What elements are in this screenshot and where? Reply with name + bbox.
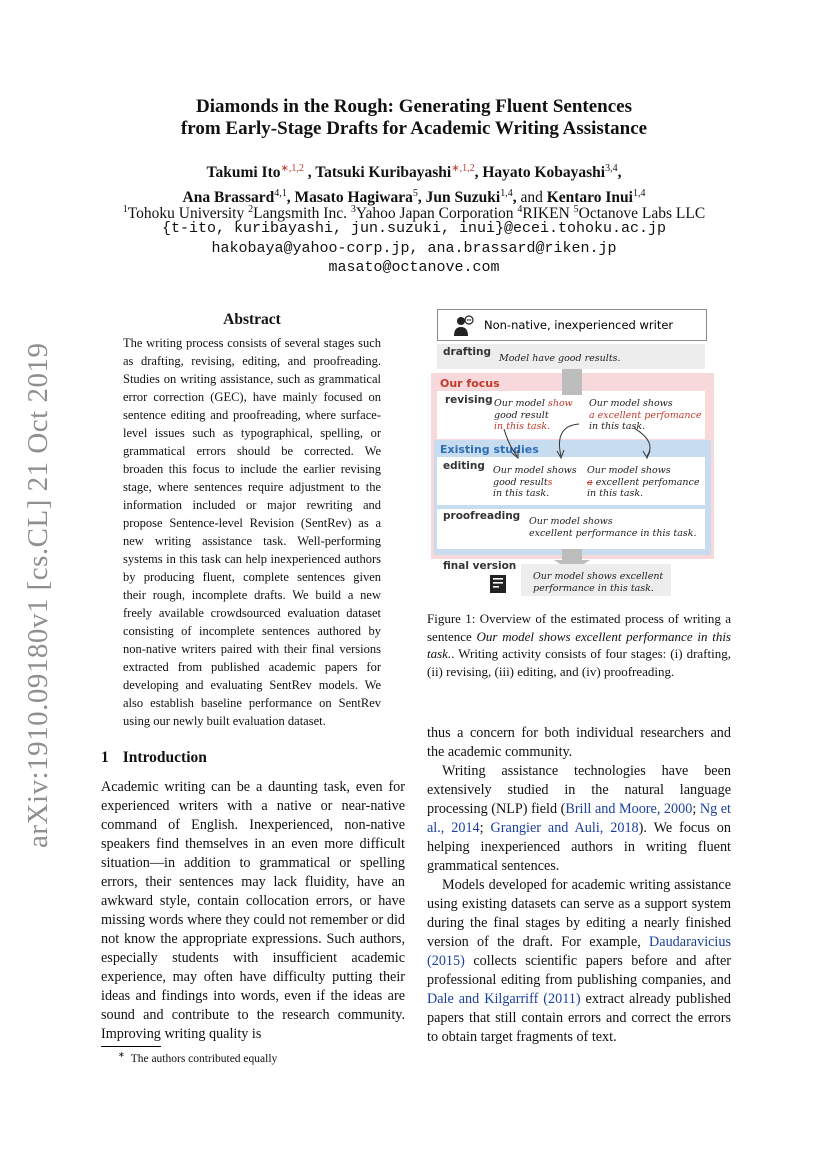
editing-right-text: Our model shows a excellent perfomance in this task. — [587, 465, 700, 499]
affiliation: Langsmith Inc. — [253, 205, 347, 223]
abstract-text: The writing process consists of several stages such as drafting, revising, editing, and proofreading. Studies on writing assistance, such as grammatical error correction (GEC), have mainly focused on sentence editing and proofreading, where surface-level issues such as typographical, spelling, or grammatical errors should be corrected. We broaden this focus to include the earlier revising stage, where sentences require adjustment to the information included or major rewriting and propose Sentence-level Revision (SentRev) as a new writing assistance task. Well-performing systems in this task can help inexperienced authors by producing fluent, complete sentences given their rough, incomplete drafts. We build a new freely available crowdsourced evaluation dataset consisting of incomplete sentences authored by non-native writers paired with their final versions extracted from published academic papers for developing and evaluating SentRev models. We also establish baseline performance on SentRev using our newly built evaluation dataset. — [123, 336, 381, 728]
footnote — [118, 1050, 277, 1065]
title-line-2: from Early-Stage Drafts for Academic Writing Assistance — [180, 118, 648, 139]
paragraph: thus a concern for both individual researchers and the academic community. — [427, 725, 731, 760]
stage-revising: revising — [445, 394, 493, 406]
email-line[interactable]: hakobaya@yahoo-corp.jp, ana.brassard@riken.jp — [211, 239, 617, 257]
author-name: Tatsuki Kuribayashi — [315, 164, 452, 182]
abstract-heading: Abstract — [223, 311, 281, 328]
affiliation: Octanove Labs LLC — [578, 205, 706, 223]
intro-text: Academic writing can be a daunting task, even for experienced writers with a native or near-native command of English. Inexperienced, non-native speakers find themselves in an even more difficult situation—in addition to grammatical or spelling errors, their sentences may lack fluidity, have an awkward style, contain collocation errors, or have missing words where they could not remember or did not know the appropriate expressions. Such authors, especially students with insufficient academic experience, may often have difficulty putting their ideas and findings into words, even if the ideas are sound and contribute to the research community. Improving writing quality is — [101, 779, 405, 1042]
affil-sup: 2 — [248, 204, 254, 215]
author-sup: ∗,1,2 — [451, 163, 475, 174]
affil-sup: 1 — [122, 204, 128, 215]
author-sup: 1,4 — [500, 188, 513, 200]
citation-link[interactable]: Daudaravicius (2015) — [427, 934, 731, 969]
affiliation: Tohoku University — [127, 205, 245, 223]
email-list — [0, 219, 828, 278]
author-name: Jun Suzuki — [425, 189, 501, 207]
affil-sup: 5 — [573, 204, 579, 215]
paper-title — [0, 96, 828, 140]
footnote-rule — [101, 1046, 161, 1047]
author-name: Hayato Kobayashi — [482, 164, 606, 182]
document-icon — [489, 574, 507, 594]
author-sup: 1,4 — [632, 188, 646, 200]
stage-final: final version — [443, 560, 517, 572]
revising-right-text: Our model shows a excellent perfomance in this task. — [589, 398, 702, 432]
footnote-mark: ∗ — [118, 1050, 125, 1059]
author-sup: 4,1 — [274, 188, 287, 200]
section-number: 1 — [101, 749, 109, 766]
draft-sentence: Model have good results. — [499, 353, 621, 364]
caption-italic: Our model shows excellent performance in this task. — [427, 628, 731, 661]
paragraph: Writing assistance technologies have been extensively studied in the natural language processing (NLP) field (Brill and Moore, 2000; Ng et al., 2014; Grangier and Auli, 2018). We focus on helping inexperienced authors in writing fluent grammatical sentences. — [427, 763, 731, 874]
arxiv-stamp-text: arXiv:1910.09180v1 [cs.CL] 21 Oct 2019 — [22, 342, 54, 848]
caption-prefix: Figure 1: Overview of the estimated process of writing a sentence — [427, 611, 731, 644]
affiliation: Yahoo Japan Corporation — [355, 205, 514, 223]
stage-drafting: drafting — [443, 346, 491, 358]
right-column-text — [427, 724, 731, 1047]
affiliation: RIKEN — [522, 205, 570, 223]
email-line[interactable]: {t-ito, kuribayashi, jun.suzuki, inui}@ecei.tohoku.ac.jp — [161, 220, 667, 237]
section-title: Introduction — [122, 749, 207, 766]
paragraph: Models developed for academic writing assistance using existing datasets can serve as a support system during the final stages by editing a nearly finished version of the draft. For example, Daudaravicius (2015) collects scientific papers before and after professional editing from publishing companies, and Dale and Kilgarriff (2011) extract already published papers that still contain errors and correct the errors to obtain target fragments of text. — [427, 877, 731, 1045]
author-list: Takumi Ito$^{∗,1,2}$ , Tatsuki Kuribayashi$^{∗,1,2}$, Hayato Kobayashi$^{3,4}$, Ana Brassard$^{4,1}$, Masato Hagiwara$^5$, Jun Suzuki$^{1,4}$, and Kentaro Inui$^{1,4}$ — [182, 163, 646, 207]
author-name: Takumi Ito — [206, 164, 281, 182]
figure-caption — [427, 610, 731, 680]
stage-proofreading: proofreading — [443, 510, 521, 522]
existing-studies-label: Existing studies — [440, 443, 539, 456]
author-sup: 3,4 — [605, 163, 618, 174]
figure-1 — [429, 306, 729, 606]
final-text: Our model shows excellent performance in this task. — [533, 571, 664, 594]
author-name: Masato Hagiwara — [294, 189, 413, 207]
citation-link[interactable]: Grangier and Auli, 2018 — [490, 820, 639, 836]
affil-sup: 4 — [517, 204, 523, 215]
author-sup: 5 — [412, 188, 418, 200]
proofreading-text: Our model shows excellent performance in this task. — [529, 516, 697, 539]
caption-suffix: . Writing activity consists of four stages: (i) drafting, (ii) revising, (iii) editing, and (iv) proofreading. — [427, 646, 731, 679]
email-line[interactable]: masato@octanove.com — [328, 259, 500, 276]
footnote-text: The authors contributed equally — [130, 1052, 278, 1065]
citation-link[interactable]: Ng et al., 2014 — [427, 801, 731, 836]
editing-left-text: Our model shows good results in this task. — [493, 465, 577, 499]
citation-link[interactable]: Brill and Moore, 2000 — [565, 801, 693, 817]
arxiv-stamp — [20, 342, 60, 848]
writer-label: Non-native, inexperienced writer — [484, 318, 674, 332]
citation-link[interactable]: Dale and Kilgarriff (2011) — [427, 991, 581, 1007]
revising-left-text: Our model show good result in this task. — [494, 398, 573, 432]
title-line-1: Diamonds in the Rough: Generating Fluent Sentences — [196, 96, 632, 117]
section-heading — [101, 749, 207, 767]
our-focus-label: Our focus — [440, 377, 500, 390]
author-name: Ana Brassard — [182, 189, 275, 207]
author-sup: ∗,1,2 — [280, 163, 304, 174]
stage-editing: editing — [443, 460, 485, 472]
author-name: Kentaro Inui — [546, 189, 633, 207]
affil-sup: 3 — [350, 204, 356, 215]
